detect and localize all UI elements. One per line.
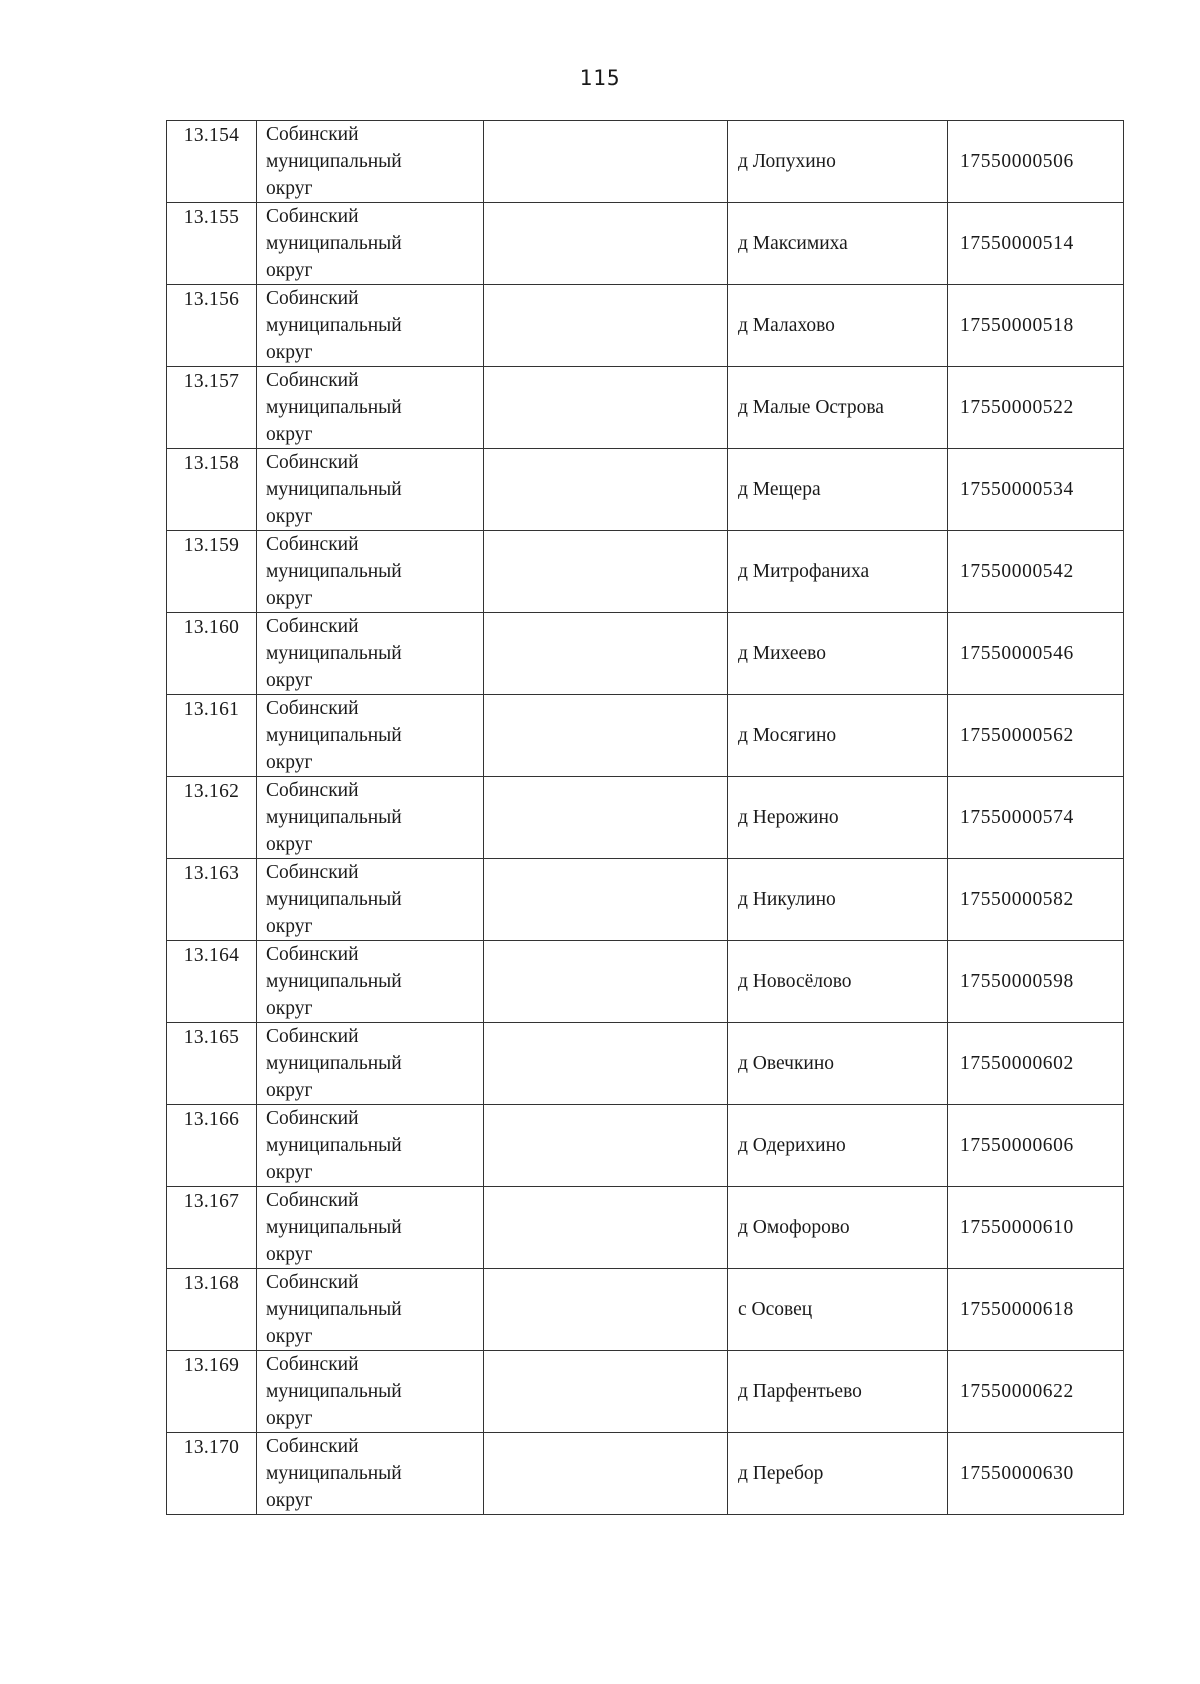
settlement-cell: д Максимиха: [728, 203, 948, 285]
table-row: [167, 531, 1124, 613]
municipality-cell: Собинский муниципальный округ: [257, 613, 484, 695]
settlement-cell: д Лопухино: [728, 121, 948, 203]
settlement-cell: д Овечкино: [728, 1023, 948, 1105]
municipality-cell: Собинский муниципальный округ: [257, 1433, 484, 1515]
oktmo-code-cell: 17550000618: [948, 1269, 1124, 1351]
empty-cell: [484, 285, 728, 367]
municipality-cell: Собинский муниципальный округ: [257, 531, 484, 613]
row-number: 13.161: [167, 695, 257, 777]
table-row: [167, 1105, 1124, 1187]
empty-cell: [484, 695, 728, 777]
oktmo-code-cell: 17550000518: [948, 285, 1124, 367]
municipality-cell: Собинский муниципальный округ: [257, 1105, 484, 1187]
table-row: [167, 121, 1124, 203]
municipality-cell: Собинский муниципальный округ: [257, 285, 484, 367]
table-row: [167, 1433, 1124, 1515]
oktmo-code-cell: 17550000522: [948, 367, 1124, 449]
table-row: [167, 941, 1124, 1023]
settlement-cell: д Никулино: [728, 859, 948, 941]
oktmo-code-cell: 17550000602: [948, 1023, 1124, 1105]
row-number: 13.165: [167, 1023, 257, 1105]
empty-cell: [484, 613, 728, 695]
oktmo-code-cell: 17550000606: [948, 1105, 1124, 1187]
row-number: 13.170: [167, 1433, 257, 1515]
municipality-cell: Собинский муниципальный округ: [257, 941, 484, 1023]
settlements-table: [166, 120, 1124, 1515]
oktmo-code-cell: 17550000598: [948, 941, 1124, 1023]
row-number: 13.169: [167, 1351, 257, 1433]
settlement-cell: д Парфентьево: [728, 1351, 948, 1433]
row-number: 13.155: [167, 203, 257, 285]
municipality-cell: Собинский муниципальный округ: [257, 777, 484, 859]
settlement-cell: д Новосёлово: [728, 941, 948, 1023]
settlement-cell: д Митрофаниха: [728, 531, 948, 613]
row-number: 13.159: [167, 531, 257, 613]
table-row: [167, 777, 1124, 859]
table-row: [167, 285, 1124, 367]
settlement-cell: с Осовец: [728, 1269, 948, 1351]
row-number: 13.160: [167, 613, 257, 695]
empty-cell: [484, 1351, 728, 1433]
settlement-cell: д Малые Острова: [728, 367, 948, 449]
empty-cell: [484, 1023, 728, 1105]
empty-cell: [484, 859, 728, 941]
row-number: 13.157: [167, 367, 257, 449]
settlement-cell: д Одерихино: [728, 1105, 948, 1187]
settlement-cell: д Омофорово: [728, 1187, 948, 1269]
empty-cell: [484, 1105, 728, 1187]
table-row: [167, 449, 1124, 531]
municipality-cell: Собинский муниципальный округ: [257, 203, 484, 285]
table-row: [167, 695, 1124, 777]
table-row: [167, 1351, 1124, 1433]
table-row: [167, 1023, 1124, 1105]
oktmo-code-cell: 17550000574: [948, 777, 1124, 859]
oktmo-code-cell: 17550000534: [948, 449, 1124, 531]
municipality-cell: Собинский муниципальный округ: [257, 1023, 484, 1105]
municipality-cell: Собинский муниципальный округ: [257, 695, 484, 777]
settlement-cell: д Михеево: [728, 613, 948, 695]
settlement-cell: д Мещера: [728, 449, 948, 531]
table-body: [167, 121, 1124, 1515]
empty-cell: [484, 941, 728, 1023]
row-number: 13.164: [167, 941, 257, 1023]
settlement-cell: д Мосягино: [728, 695, 948, 777]
table-row: [167, 859, 1124, 941]
municipality-cell: Собинский муниципальный округ: [257, 367, 484, 449]
table-row: [167, 613, 1124, 695]
row-number: 13.168: [167, 1269, 257, 1351]
empty-cell: [484, 1433, 728, 1515]
oktmo-code-cell: 17550000514: [948, 203, 1124, 285]
row-number: 13.156: [167, 285, 257, 367]
table-row: [167, 367, 1124, 449]
oktmo-code-cell: 17550000546: [948, 613, 1124, 695]
empty-cell: [484, 531, 728, 613]
municipality-cell: Собинский муниципальный округ: [257, 1269, 484, 1351]
row-number: 13.163: [167, 859, 257, 941]
table-row: [167, 203, 1124, 285]
settlement-cell: д Нерожино: [728, 777, 948, 859]
oktmo-code-cell: 17550000630: [948, 1433, 1124, 1515]
oktmo-code-cell: 17550000562: [948, 695, 1124, 777]
settlement-cell: д Перебор: [728, 1433, 948, 1515]
empty-cell: [484, 367, 728, 449]
table-row: [167, 1187, 1124, 1269]
municipality-cell: Собинский муниципальный округ: [257, 121, 484, 203]
municipality-cell: Собинский муниципальный округ: [257, 859, 484, 941]
row-number: 13.166: [167, 1105, 257, 1187]
row-number: 13.154: [167, 121, 257, 203]
oktmo-code-cell: 17550000542: [948, 531, 1124, 613]
row-number: 13.167: [167, 1187, 257, 1269]
oktmo-code-cell: 17550000622: [948, 1351, 1124, 1433]
empty-cell: [484, 1187, 728, 1269]
settlement-cell: д Малахово: [728, 285, 948, 367]
page-number: 115: [579, 66, 621, 90]
municipality-cell: Собинский муниципальный округ: [257, 449, 484, 531]
empty-cell: [484, 203, 728, 285]
empty-cell: [484, 121, 728, 203]
table-row: [167, 1269, 1124, 1351]
row-number: 13.162: [167, 777, 257, 859]
empty-cell: [484, 449, 728, 531]
municipality-cell: Собинский муниципальный округ: [257, 1187, 484, 1269]
oktmo-code-cell: 17550000506: [948, 121, 1124, 203]
oktmo-code-cell: 17550000582: [948, 859, 1124, 941]
row-number: 13.158: [167, 449, 257, 531]
oktmo-code-cell: 17550000610: [948, 1187, 1124, 1269]
empty-cell: [484, 1269, 728, 1351]
municipality-cell: Собинский муниципальный округ: [257, 1351, 484, 1433]
empty-cell: [484, 777, 728, 859]
